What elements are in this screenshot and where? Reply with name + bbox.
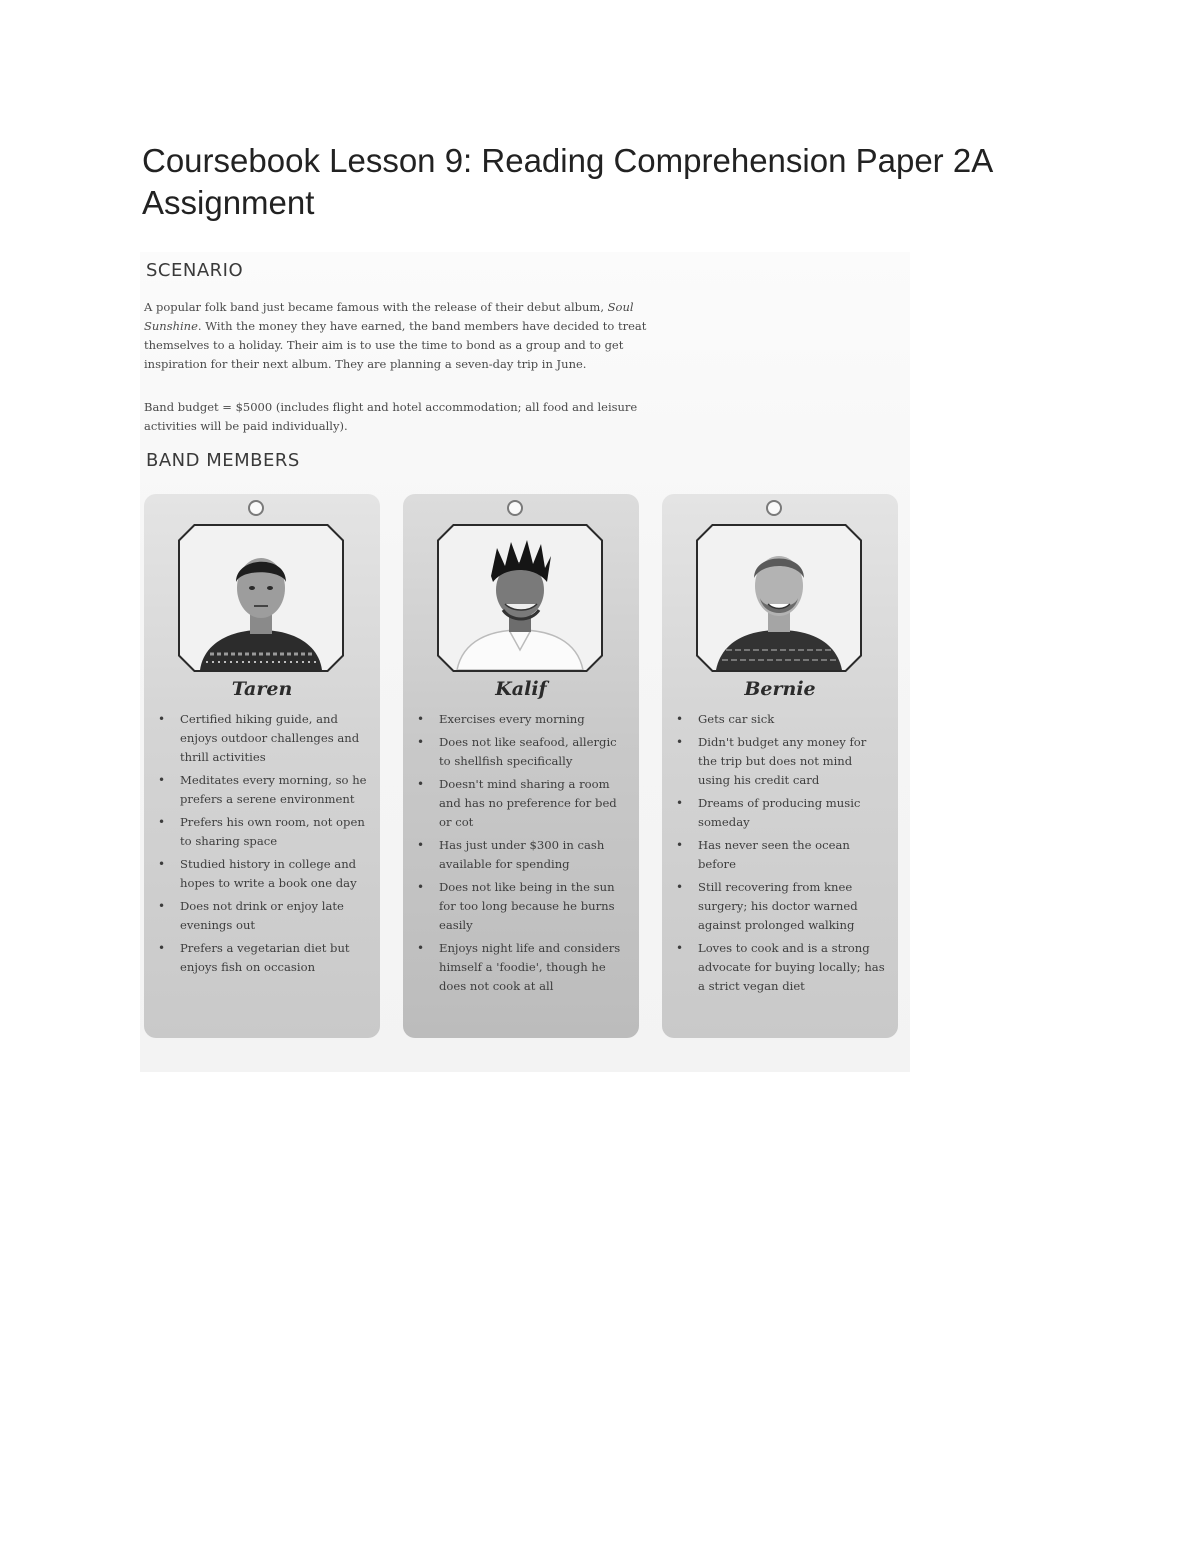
- bullet-icon: •: [676, 941, 684, 955]
- trait-text: Doesn't mind sharing a room and has no preference for bed or cot: [439, 777, 617, 829]
- trait-text: Exercises every morning: [439, 712, 585, 726]
- trait-list: [154, 710, 368, 981]
- bullet-icon: •: [158, 899, 166, 913]
- bullet-icon: •: [676, 712, 684, 726]
- list-item: [672, 878, 886, 935]
- trait-text: Enjoys night life and considers himself a 'foodie', though he does not cook at all: [439, 941, 621, 993]
- list-item: [672, 836, 886, 874]
- member-name: Bernie: [744, 678, 816, 700]
- bullet-icon: •: [158, 712, 166, 726]
- member-name: Kalif: [495, 678, 547, 700]
- budget-statement: Band budget = $5000 (includes flight and hotel accommodation; all food and leisure activities will be paid individually).: [144, 400, 638, 433]
- bullet-icon: •: [417, 735, 425, 749]
- list-item: [413, 939, 627, 996]
- photo-frame: [178, 524, 344, 672]
- trait-text: Loves to cook and is a strong advocate for buying locally; has a strict vegan diet: [698, 941, 885, 993]
- tag-hole-icon: [766, 500, 782, 516]
- bullet-icon: •: [417, 941, 425, 955]
- list-item: [154, 710, 368, 767]
- scenario-heading: SCENARIO: [146, 260, 244, 281]
- trait-text: Has never seen the ocean before: [698, 838, 850, 871]
- tag-hole-icon: [248, 500, 264, 516]
- bullet-icon: •: [417, 880, 425, 894]
- list-item: [413, 733, 627, 771]
- page-title: Coursebook Lesson 9: Reading Comprehension Paper 2A Assignment: [142, 142, 992, 221]
- trait-text: Dreams of producing music someday: [698, 796, 861, 829]
- trait-text: Studied history in college and hopes to write a book one day: [180, 857, 357, 890]
- trait-text: Prefers a vegetarian diet but enjoys fish on occasion: [180, 941, 350, 974]
- member-card-kalif: [403, 494, 639, 1038]
- band-members-heading: BAND MEMBERS: [146, 450, 300, 471]
- trait-list: [413, 710, 627, 1000]
- bullet-icon: •: [676, 735, 684, 749]
- bullet-icon: •: [158, 773, 166, 787]
- portrait-photo-icon: [439, 526, 601, 670]
- trait-text: Meditates every morning, so he prefers a serene environment: [180, 773, 367, 806]
- list-item: [154, 897, 368, 935]
- list-item: [672, 794, 886, 832]
- tag-hole-icon: [507, 500, 523, 516]
- bullet-icon: •: [676, 838, 684, 852]
- member-card-bernie: [662, 494, 898, 1038]
- list-item: [154, 855, 368, 893]
- list-item: [672, 733, 886, 790]
- trait-text: Still recovering from knee surgery; his doctor warned against prolonged walking: [698, 880, 858, 932]
- album-title: Soul Sunshine: [144, 300, 634, 333]
- scanned-worksheet-image: [140, 252, 910, 1072]
- bullet-icon: •: [676, 880, 684, 894]
- portrait-photo-icon: [698, 526, 860, 670]
- list-item: [154, 813, 368, 851]
- bullet-icon: •: [417, 838, 425, 852]
- trait-text: Does not like seafood, allergic to shellfish specifically: [439, 735, 617, 768]
- bullet-icon: •: [417, 777, 425, 791]
- scenario-text-start: A popular folk band just became famous with the release of their debut album,: [144, 300, 608, 314]
- member-card-taren: [144, 494, 380, 1038]
- photo-frame: [696, 524, 862, 672]
- list-item: [413, 775, 627, 832]
- list-item: [413, 878, 627, 935]
- trait-text: Has just under $300 in cash available for spending: [439, 838, 605, 871]
- scenario-paragraph: [144, 298, 664, 374]
- member-photo: [439, 526, 601, 670]
- portrait-photo-icon: [180, 526, 342, 670]
- member-photo: [698, 526, 860, 670]
- list-item: [413, 836, 627, 874]
- list-item: [672, 710, 886, 729]
- bullet-icon: •: [158, 857, 166, 871]
- member-photo: [180, 526, 342, 670]
- bullet-icon: •: [676, 796, 684, 810]
- photo-frame: [437, 524, 603, 672]
- bullet-icon: •: [158, 815, 166, 829]
- bullet-icon: •: [417, 712, 425, 726]
- trait-text: Certified hiking guide, and enjoys outdoor challenges and thrill activities: [180, 712, 360, 764]
- trait-list: [672, 710, 886, 1000]
- trait-text: Does not like being in the sun for too long because he burns easily: [439, 880, 615, 932]
- list-item: [154, 771, 368, 809]
- trait-text: Does not drink or enjoy late evenings out: [180, 899, 344, 932]
- trait-text: Didn't budget any money for the trip but does not mind using his credit card: [698, 735, 867, 787]
- list-item: [672, 939, 886, 996]
- trait-text: Prefers his own room, not open to sharing space: [180, 815, 365, 848]
- list-item: [154, 939, 368, 977]
- member-name: Taren: [231, 678, 293, 700]
- list-item: [413, 710, 627, 729]
- bullet-icon: •: [158, 941, 166, 955]
- trait-text: Gets car sick: [698, 712, 775, 726]
- scenario-text-end: . With the money they have earned, the band members have decided to treat themselves to a holiday. Their aim is to use the time to bond as a group and to get inspiration for their next album. They are planning a seven-day trip in June.: [144, 319, 647, 371]
